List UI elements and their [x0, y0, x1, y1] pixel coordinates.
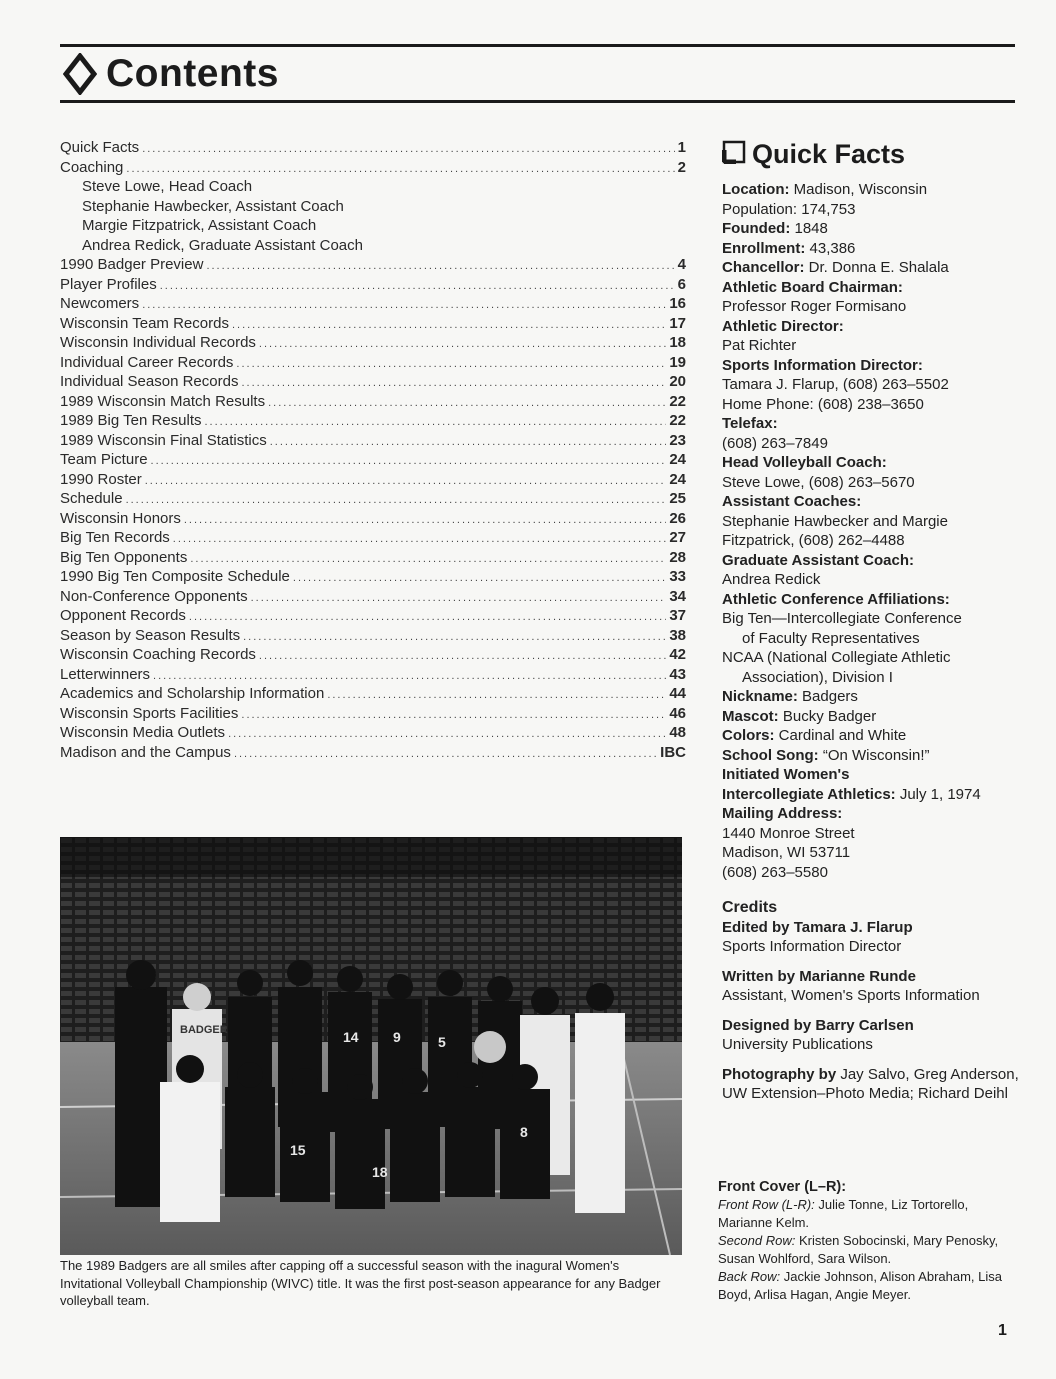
header-bottom-rule — [60, 100, 1015, 103]
quick-fact-line — [722, 317, 1022, 337]
quick-fact-value: Pat Richter — [722, 337, 797, 354]
toc-page-number: 46 — [669, 704, 686, 722]
toc-entry — [60, 353, 686, 373]
quick-fact-line — [722, 200, 1022, 220]
toc-page-number: 22 — [669, 412, 686, 429]
credit-block — [722, 1016, 1022, 1055]
quick-fact-value: Cardinal and White — [774, 727, 907, 744]
toc-leader-dots — [241, 374, 666, 394]
cover-row-names: Jackie Johnson, Alison Abraham, Lisa Boyd, Arlisa Hagan, Angie Meyer. — [718, 1269, 1002, 1302]
toc-subentry: Stephanie Hawbecker, Assistant Coach — [82, 197, 344, 215]
toc-entry — [60, 548, 686, 568]
quick-fact-label: Initiated Women's — [722, 766, 850, 783]
quick-fact-label: Athletic Conference Affiliations: — [722, 590, 950, 608]
toc-leader-dots — [142, 140, 674, 160]
quick-fact-line — [722, 492, 1022, 512]
toc-entry-label: Wisconsin Individual Records — [60, 334, 256, 351]
toc-entry — [60, 314, 686, 334]
toc-entry-label: Schedule — [60, 490, 123, 507]
toc-entry — [60, 138, 686, 158]
toc-entry — [60, 333, 686, 353]
quick-fact-value: Madison, Wisconsin — [789, 181, 928, 198]
quick-fact-value: Association), Division I — [742, 668, 893, 686]
cover-row — [718, 1196, 1018, 1232]
quick-fact-label: School Song: — [722, 746, 819, 764]
toc-entry — [60, 528, 686, 548]
quick-fact-value: Steve Lowe, (608) 263–5670 — [722, 473, 915, 491]
toc-entry-label: Wisconsin Media Outlets — [60, 724, 226, 741]
quick-fact-line — [722, 570, 1022, 590]
toc-entry-label: Wisconsin Honors — [60, 509, 181, 527]
toc-leader-dots — [243, 628, 666, 648]
toc-entry-label: Non-Conference Opponents — [60, 587, 248, 605]
toc-leader-dots — [268, 394, 666, 414]
toc-leader-dots — [234, 745, 657, 765]
toc-entry-label: Individual Season Records — [60, 373, 239, 390]
quick-fact-line — [722, 453, 1022, 473]
photo-caption: The 1989 Badgers are all smiles after capping off a successful season with the inagural Women's Invitational Volleyball Championship (WIVC) title. It was the first post-season appearance for any Badger volleyball team. — [60, 1258, 661, 1308]
toc-page-number: 33 — [669, 568, 686, 585]
toc-leader-dots — [189, 608, 666, 628]
toc-entry-label: Player Profiles — [60, 275, 157, 293]
quick-fact-line — [722, 726, 1022, 746]
toc-entry-label: Big Ten Opponents — [60, 548, 188, 566]
toc-page-number: 17 — [669, 314, 686, 332]
toc-page-number: 18 — [669, 334, 686, 351]
front-cover-credits — [718, 1178, 1018, 1304]
page-number: 1 — [998, 1322, 1007, 1339]
page-title: Contents — [106, 52, 279, 95]
quick-fact-label: Head Volleyball Coach: — [722, 454, 887, 471]
quick-fact-line — [722, 824, 1022, 844]
quick-facts-list — [722, 180, 1022, 882]
quick-fact-value: Stephanie Hawbecker and Margie — [722, 512, 948, 530]
quick-fact-label: Athletic Board Chairman: — [722, 278, 903, 296]
credit-role: Sports Information Director — [722, 938, 902, 955]
quick-fact-label: Mascot: — [722, 707, 779, 725]
toc-page-number: 20 — [669, 373, 686, 390]
toc-page-number: 48 — [669, 724, 686, 741]
toc-page-number: 38 — [669, 626, 686, 644]
quick-fact-value: NCAA (National Collegiate Athletic — [722, 649, 951, 666]
quick-fact-label: Enrollment: — [722, 239, 806, 257]
credit-role: Jay Salvo, Greg Anderson, UW Extension–Photo Media; Richard Deihl — [722, 1065, 1019, 1102]
quick-fact-value: Fitzpatrick, (608) 262–4488 — [722, 532, 905, 549]
quick-fact-line — [722, 590, 1022, 610]
toc-entry — [60, 587, 686, 607]
jersey-number: 8 — [520, 1124, 528, 1140]
toc-entry — [60, 158, 686, 178]
toc-subentry: Margie Fitzpatrick, Assistant Coach — [82, 217, 317, 234]
toc-entry-label: Letterwinners — [60, 665, 151, 683]
cover-row — [718, 1268, 1018, 1304]
cover-row-label: Second Row: — [718, 1233, 796, 1248]
toc-entry — [60, 372, 686, 392]
toc-page-number: 42 — [669, 646, 686, 663]
cover-row-names: Kristen Sobocinski, Mary Penosky, Susan Wohlford, Sara Wilson. — [718, 1233, 999, 1266]
toc-page-number: 28 — [669, 548, 686, 566]
toc-entry — [60, 743, 686, 763]
toc-entry — [60, 450, 686, 470]
toc-leader-dots — [206, 257, 674, 277]
cover-row-label: Back Row: — [718, 1269, 781, 1284]
toc-entry-label: 1989 Big Ten Results — [60, 412, 202, 429]
toc-page-number: 25 — [669, 490, 686, 507]
quick-fact-line — [722, 395, 1022, 415]
toc-leader-dots — [327, 686, 666, 706]
toc-entry — [60, 626, 686, 646]
quick-fact-value: 1848 — [790, 220, 828, 237]
toc-page-number: 26 — [669, 509, 686, 527]
quick-fact-line — [722, 668, 1022, 688]
toc-page-number: 16 — [669, 295, 686, 312]
quick-fact-value: Population: 174,753 — [722, 200, 856, 218]
toc-leader-dots — [204, 413, 666, 433]
toc-page-number: 37 — [669, 607, 686, 624]
toc-entry — [60, 294, 686, 314]
quick-fact-line — [722, 687, 1022, 707]
quick-fact-label: Nickname: — [722, 688, 798, 705]
square-bracket-icon — [722, 140, 746, 169]
toc-page-number: 23 — [669, 431, 686, 449]
quick-fact-label: Location: — [722, 181, 790, 198]
credit-block — [722, 967, 1022, 1006]
quick-fact-value: Home Phone: (608) 238–3650 — [722, 395, 924, 413]
credit-block — [722, 1065, 1022, 1104]
quick-fact-value: Madison, WI 53711 — [722, 844, 851, 861]
quick-fact-line — [722, 258, 1022, 278]
quick-fact-label: Assistant Coaches: — [722, 493, 862, 510]
toc-entry-label: Wisconsin Team Records — [60, 314, 229, 332]
toc-leader-dots — [160, 277, 675, 297]
quick-fact-label: Colors: — [722, 727, 775, 744]
quick-fact-label: Mailing Address: — [722, 805, 843, 822]
quick-fact-value: Big Ten—Intercollegiate Conference — [722, 610, 962, 627]
toc-page-number: 6 — [677, 275, 686, 293]
quick-fact-label: Graduate Assistant Coach: — [722, 551, 914, 569]
quick-fact-line — [722, 473, 1022, 493]
toc-page-number: 2 — [677, 158, 686, 176]
credit-prefix: Photography by — [722, 1065, 837, 1083]
credit-line — [722, 967, 1022, 987]
toc-leader-dots — [151, 452, 667, 472]
toc-subentry: Steve Lowe, Head Coach — [82, 178, 253, 195]
quick-facts-title: Quick Facts — [752, 139, 906, 169]
toc-leader-dots — [228, 725, 666, 745]
toc-page-number: 44 — [669, 685, 686, 702]
toc-entry — [60, 684, 686, 704]
quick-fact-line — [722, 863, 1022, 883]
quick-fact-value: Bucky Badger — [778, 707, 877, 725]
quick-fact-value: July 1, 1974 — [895, 785, 981, 803]
jersey-number: 14 — [343, 1029, 359, 1045]
credit-role: Assistant, Women's Sports Information — [722, 987, 980, 1004]
top-rule — [60, 44, 1015, 47]
credit-prefix: Written by — [722, 967, 800, 985]
toc-page-number: 1 — [677, 139, 686, 156]
toc-entry-label: Individual Career Records — [60, 353, 234, 371]
toc-leader-dots — [173, 530, 667, 550]
credit-line — [722, 918, 1022, 938]
toc-entry-label: Academics and Scholarship Information — [60, 685, 325, 702]
toc-leader-dots — [145, 472, 667, 492]
toc-entry-label: 1990 Badger Preview — [60, 256, 204, 273]
quick-fact-line — [722, 180, 1022, 200]
toc-page-number: 24 — [669, 470, 686, 488]
quick-fact-value: Dr. Donna E. Shalala — [804, 259, 949, 276]
toc-entry — [60, 665, 686, 685]
quick-fact-label: Athletic Director: — [722, 317, 844, 335]
toc-leader-dots — [236, 355, 666, 375]
quick-fact-value: Professor Roger Formisano — [722, 298, 907, 315]
credit-name: Tamara J. Flarup — [793, 918, 913, 936]
toc-leader-dots — [270, 433, 667, 453]
quick-fact-label: Intercollegiate Athletics: — [722, 785, 896, 803]
toc-page-number: 19 — [669, 353, 686, 371]
toc-page-number: 43 — [669, 665, 686, 683]
quick-fact-value: Tamara J. Flarup, (608) 263–5502 — [722, 376, 949, 393]
cover-row-names: Julie Tonne, Liz Tortorello, Marianne Kelm. — [718, 1197, 969, 1230]
toc-leader-dots — [259, 335, 666, 355]
quick-fact-value: “On Wisconsin!” — [818, 746, 930, 764]
front-cover-title: Front Cover (L–R): — [718, 1179, 847, 1195]
toc-entry — [60, 489, 686, 509]
toc-entry — [60, 411, 686, 431]
quick-fact-line — [722, 551, 1022, 571]
toc-leader-dots — [259, 647, 666, 667]
shirt-text: BADGER — [180, 1024, 228, 1036]
toc-entry — [60, 723, 686, 743]
jersey-number: 15 — [290, 1142, 306, 1158]
credits-heading: Credits — [722, 899, 778, 916]
quick-facts-header — [722, 137, 905, 171]
toc-entry — [60, 704, 686, 724]
quick-fact-value: of Faculty Representatives — [742, 629, 920, 647]
toc-entry-label: Season by Season Results — [60, 626, 241, 644]
credit-prefix: Edited by — [722, 918, 794, 936]
toc-entry — [60, 470, 686, 490]
contents-header — [62, 50, 279, 98]
toc-leader-dots — [184, 511, 666, 531]
toc-page-number: 27 — [669, 529, 686, 546]
credit-role: University Publications — [722, 1036, 873, 1053]
quick-fact-value: Badgers — [797, 688, 858, 705]
toc-entry-label: Opponent Records — [60, 607, 186, 624]
toc-entry-label: 1990 Big Ten Composite Schedule — [60, 568, 290, 585]
cover-row — [718, 1232, 1018, 1268]
quick-fact-line — [722, 434, 1022, 454]
toc-page-number: IBC — [660, 743, 686, 761]
credit-block — [722, 918, 1022, 957]
quick-fact-line — [722, 336, 1022, 356]
quick-fact-label: Founded: — [722, 220, 791, 237]
toc-leader-dots — [293, 569, 666, 589]
quick-fact-line — [722, 356, 1022, 376]
quick-fact-line — [722, 629, 1022, 649]
credit-name: Barry Carlsen — [815, 1016, 914, 1034]
toc-entry — [60, 606, 686, 626]
quick-fact-value: (608) 263–7849 — [722, 434, 828, 452]
quick-fact-line — [722, 765, 1022, 785]
quick-fact-line — [722, 648, 1022, 668]
diamond-icon — [62, 52, 98, 96]
toc-page-number: 22 — [669, 392, 686, 410]
jersey-number: 18 — [372, 1164, 388, 1180]
toc-subentry: Andrea Redick, Graduate Assistant Coach — [82, 236, 363, 254]
toc-leader-dots — [241, 706, 666, 726]
quick-fact-line — [722, 375, 1022, 395]
quick-fact-value: Andrea Redick — [722, 571, 821, 588]
toc-page-number: 4 — [677, 256, 686, 273]
toc-entry-label: 1989 Wisconsin Match Results — [60, 392, 266, 410]
quick-fact-line — [722, 804, 1022, 824]
toc-page-number: 34 — [669, 587, 686, 605]
toc-leader-dots — [251, 589, 667, 609]
quick-fact-label: Chancellor: — [722, 259, 805, 276]
jersey-number: 9 — [393, 1029, 401, 1045]
credits-section — [722, 898, 1022, 1114]
toc-entry — [60, 255, 686, 275]
quick-fact-value: 43,386 — [805, 239, 856, 257]
toc-entry — [60, 645, 686, 665]
toc-entry-label: Team Picture — [60, 451, 148, 468]
toc-entry-label: Madison and the Campus — [60, 743, 231, 761]
toc-entry-label: Wisconsin Coaching Records — [60, 646, 256, 663]
quick-fact-line — [722, 785, 1022, 805]
toc-entry-label: Coaching — [60, 158, 124, 176]
toc-leader-dots — [126, 491, 667, 511]
quick-fact-line — [722, 414, 1022, 434]
quick-fact-line — [722, 278, 1022, 298]
toc-entry-label: Quick Facts — [60, 139, 140, 156]
cover-row-label: Front Row (L-R): — [718, 1197, 815, 1212]
quick-fact-value: 1440 Monroe Street — [722, 824, 855, 842]
toc-entry-label: Wisconsin Sports Facilities — [60, 704, 239, 722]
toc-entry-label: Big Ten Records — [60, 529, 170, 546]
toc-entry-label: 1989 Wisconsin Final Statistics — [60, 431, 267, 449]
credit-name: Marianne Runde — [799, 967, 916, 985]
toc-entry — [60, 567, 686, 587]
quick-fact-line — [722, 843, 1022, 863]
toc-entry — [60, 431, 686, 451]
quick-fact-line — [722, 219, 1022, 239]
quick-fact-line — [722, 531, 1022, 551]
jersey-number: 5 — [438, 1034, 446, 1050]
quick-fact-line — [722, 609, 1022, 629]
quick-fact-line — [722, 707, 1022, 727]
toc-entry — [60, 392, 686, 412]
quick-fact-line — [722, 297, 1022, 317]
credit-prefix: Designed by — [722, 1016, 816, 1034]
table-of-contents — [60, 138, 686, 762]
toc-entry — [60, 509, 686, 529]
quick-fact-line — [722, 239, 1022, 259]
credit-line — [722, 1016, 1022, 1036]
quick-fact-line — [722, 746, 1022, 766]
toc-entry-label: 1990 Roster — [60, 470, 142, 488]
quick-fact-label: Sports Information Director: — [722, 356, 923, 374]
quick-fact-line — [722, 512, 1022, 532]
toc-leader-dots — [232, 316, 666, 336]
team-photo — [60, 837, 682, 1255]
toc-entry — [60, 275, 686, 295]
toc-page-number: 24 — [669, 451, 686, 468]
toc-entry-label: Newcomers — [60, 295, 140, 312]
quick-fact-label: Telefax: — [722, 415, 778, 432]
credit-line — [722, 1065, 1022, 1104]
quick-fact-value: (608) 263–5580 — [722, 863, 828, 881]
